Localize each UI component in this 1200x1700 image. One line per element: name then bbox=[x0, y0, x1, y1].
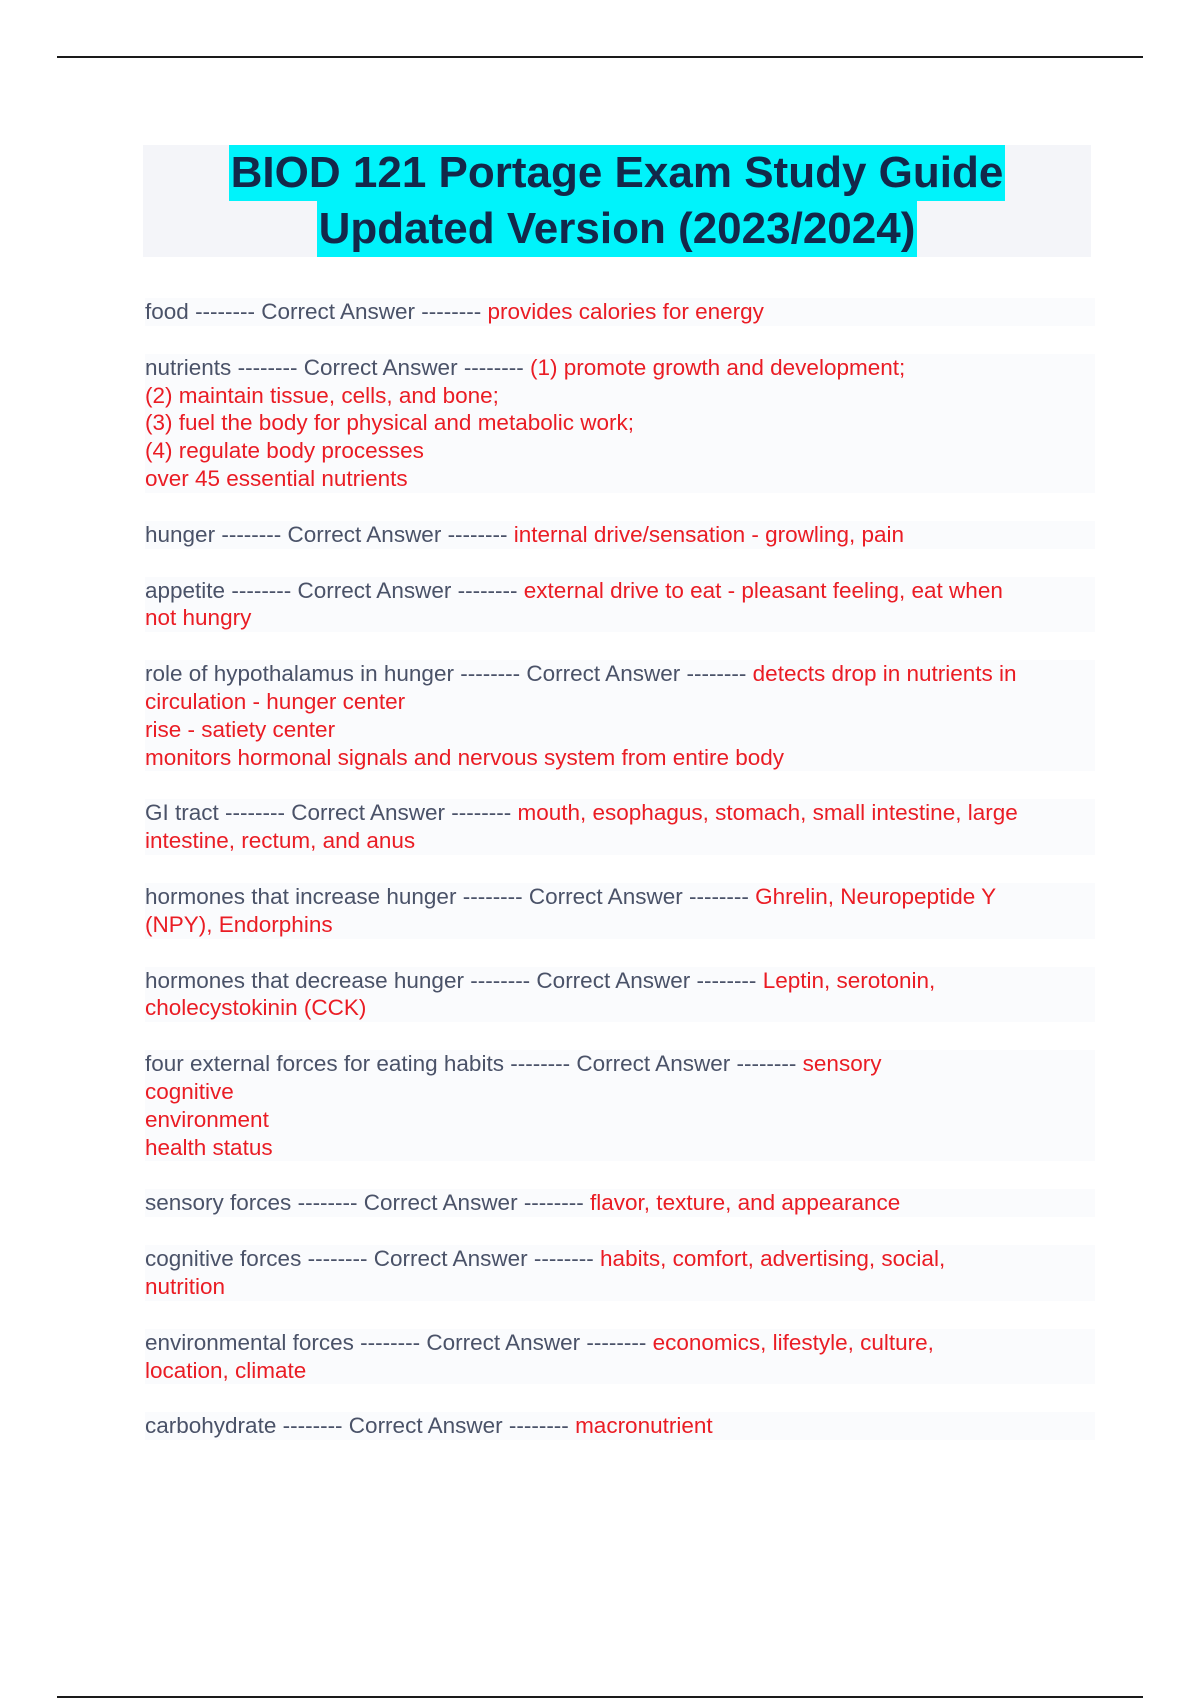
entry-separator: -------- Correct Answer -------- bbox=[297, 1190, 584, 1216]
flashcard-entry bbox=[145, 1050, 1095, 1161]
flashcard-entry bbox=[145, 521, 1095, 549]
flashcard-entry bbox=[145, 799, 1095, 855]
entry-separator: -------- Correct Answer -------- bbox=[237, 354, 524, 380]
entry-answer: economics, lifestyle, culture, bbox=[652, 1329, 934, 1355]
entry-separator: -------- Correct Answer -------- bbox=[221, 521, 508, 547]
entry-answer-line: environment bbox=[145, 1106, 269, 1132]
entry-separator: -------- Correct Answer -------- bbox=[460, 661, 747, 687]
entry-term: sensory forces bbox=[145, 1190, 292, 1216]
flashcard-entry bbox=[145, 1412, 1095, 1440]
flashcard-entry bbox=[145, 883, 1095, 939]
flashcard-entry bbox=[145, 577, 1095, 633]
entry-answer: sensory bbox=[802, 1051, 882, 1077]
entry-separator: -------- Correct Answer -------- bbox=[470, 967, 757, 993]
entry-answer: habits, comfort, advertising, social, bbox=[600, 1246, 946, 1272]
entry-answer-line: (NPY), Endorphins bbox=[145, 911, 333, 937]
entry-answer: macronutrient bbox=[575, 1413, 713, 1439]
entry-answer-line: rise - satiety center bbox=[145, 716, 336, 742]
entry-answer-line: cognitive bbox=[145, 1078, 234, 1104]
entry-answer-line: circulation - hunger center bbox=[145, 688, 406, 714]
entry-answer: Leptin, serotonin, bbox=[762, 967, 936, 993]
entry-term: GI tract bbox=[145, 800, 219, 826]
entry-separator: -------- Correct Answer -------- bbox=[231, 577, 518, 603]
entry-term: hormones that increase hunger bbox=[145, 883, 457, 909]
entry-answer-line: cholecystokinin (CCK) bbox=[145, 995, 367, 1021]
entry-separator: -------- Correct Answer -------- bbox=[307, 1246, 594, 1272]
entry-answer: mouth, esophagus, stomach, small intestine, large bbox=[517, 800, 1018, 826]
entry-answer: provides calories for energy bbox=[487, 299, 764, 324]
entry-term: appetite bbox=[145, 577, 226, 603]
entry-answer-line: (4) regulate body processes bbox=[145, 438, 424, 464]
entry-answer: internal drive/sensation - growling, pain bbox=[513, 521, 904, 547]
entry-answer-line: location, climate bbox=[145, 1357, 307, 1383]
entry-answer-line: over 45 essential nutrients bbox=[145, 465, 408, 491]
entry-term: carbohydrate bbox=[145, 1413, 277, 1439]
entry-answer-line: (3) fuel the body for physical and metabolic work; bbox=[145, 410, 634, 436]
entry-answer: flavor, texture, and appearance bbox=[590, 1190, 901, 1216]
bottom-rule bbox=[57, 1696, 1143, 1698]
entry-separator: -------- Correct Answer -------- bbox=[225, 800, 512, 826]
entry-answer: Ghrelin, Neuropeptide Y bbox=[755, 883, 997, 909]
title-block bbox=[143, 145, 1091, 257]
entry-answer-line: intestine, rectum, and anus bbox=[145, 828, 416, 854]
entry-term: four external forces for eating habits bbox=[145, 1051, 504, 1077]
entry-separator: -------- Correct Answer -------- bbox=[282, 1413, 569, 1439]
entry-answer: (1) promote growth and development; bbox=[530, 354, 906, 380]
entry-term: nutrients bbox=[145, 354, 232, 380]
flashcard-entry bbox=[145, 298, 1095, 326]
entry-term: food bbox=[145, 299, 189, 324]
entry-answer-line: monitors hormonal signals and nervous system from entire body bbox=[145, 744, 785, 770]
entry-term: cognitive forces bbox=[145, 1246, 302, 1272]
page-title-line-1: BIOD 121 Portage Exam Study Guide bbox=[229, 145, 1006, 201]
entry-separator: -------- Correct Answer -------- bbox=[360, 1329, 647, 1355]
flashcard-entry bbox=[145, 660, 1095, 771]
flashcard-entry bbox=[145, 1329, 1095, 1385]
entry-answer-line: health status bbox=[145, 1134, 273, 1160]
entry-term: hormones that decrease hunger bbox=[145, 967, 464, 993]
entry-term: environmental forces bbox=[145, 1329, 354, 1355]
entry-separator: -------- Correct Answer -------- bbox=[510, 1051, 797, 1077]
entry-answer-line: (2) maintain tissue, cells, and bone; bbox=[145, 382, 499, 408]
flashcard-entry bbox=[145, 1189, 1095, 1217]
entry-answer-line: not hungry bbox=[145, 605, 252, 631]
flashcard-entry bbox=[145, 967, 1095, 1023]
entry-answer: external drive to eat - pleasant feeling, eat when bbox=[523, 577, 1003, 603]
entry-answer-line: nutrition bbox=[145, 1273, 226, 1299]
page-title-line-2: Updated Version (2023/2024) bbox=[317, 201, 918, 257]
entry-separator: -------- Correct Answer -------- bbox=[195, 299, 482, 324]
flashcard-entry bbox=[145, 354, 1095, 493]
entry-answer: detects drop in nutrients in bbox=[752, 661, 1017, 687]
entry-separator: -------- Correct Answer -------- bbox=[462, 883, 749, 909]
flashcard-entry bbox=[145, 1245, 1095, 1301]
entry-term: role of hypothalamus in hunger bbox=[145, 661, 454, 687]
top-rule bbox=[57, 56, 1143, 58]
flashcard-list bbox=[145, 298, 1095, 1468]
entry-term: hunger bbox=[145, 521, 216, 547]
